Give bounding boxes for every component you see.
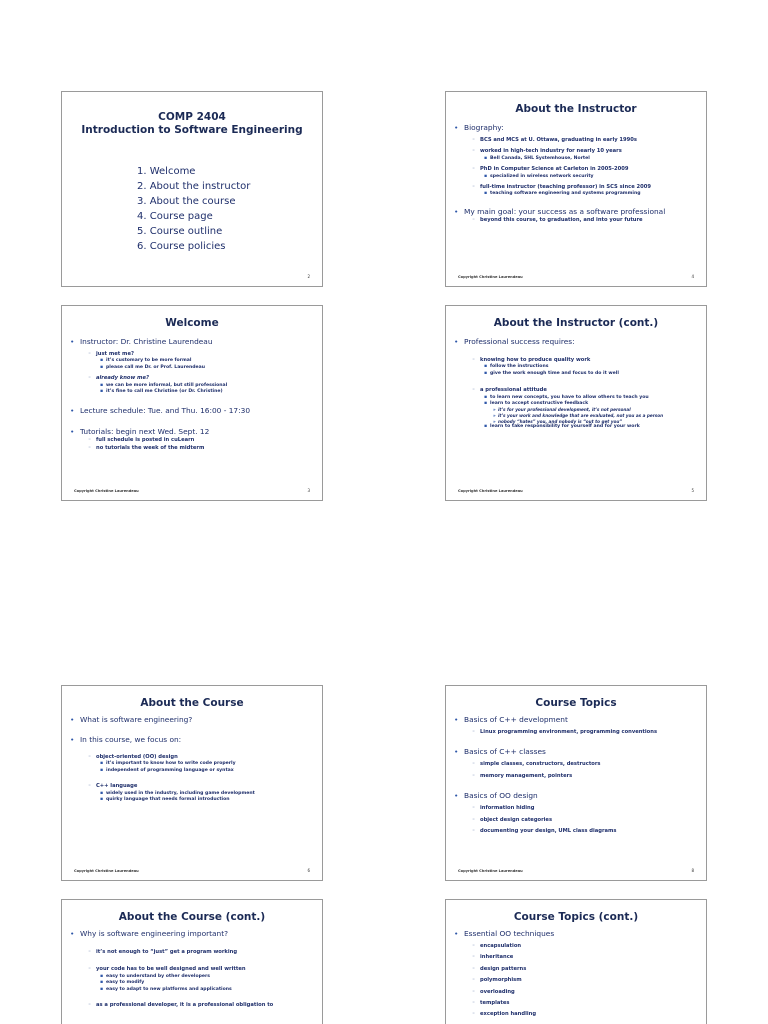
page-number: 4 <box>691 274 694 279</box>
sub-bullet: ◦ worked in high-tech industry for nearly 10 years <box>446 148 706 155</box>
sub-bullet: ◦ templates <box>446 1000 706 1007</box>
bullet: • In this course, we focus on: <box>62 735 322 745</box>
toc-item: 3. About the course <box>137 196 236 207</box>
toc-item: 4. Course page <box>137 211 213 222</box>
toc-item: 5. Course outline <box>137 226 223 237</box>
bullet: • Basics of OO design <box>446 791 706 801</box>
slide-5 <box>61 685 323 881</box>
sub-sub-bullet: ▪ easy to modify <box>62 980 322 986</box>
sub-sub-bullet: ▪ learn to accept constructive feedback <box>446 401 706 407</box>
sub-sub-bullet: ▪ it’s customary to be more formal <box>62 358 322 364</box>
sub-bullet: ◦ C++ language <box>62 783 322 790</box>
slide-title: About the Course <box>140 697 244 709</box>
bullet: • Tutorials: begin next Wed. Sept. 12 <box>62 427 322 437</box>
sub-bullet: ◦ full schedule is posted in cuLearn <box>62 437 322 444</box>
sub-bullet: ◦ no tutorials the week of the midterm <box>62 445 322 452</box>
slide-footer: Copyright Christine Laurendeau <box>74 489 139 493</box>
bullet: • What is software engineering? <box>62 715 322 725</box>
slide-2 <box>445 91 707 287</box>
slide-title: About the Course (cont.) <box>118 911 266 923</box>
sub-sub-bullet: ▪ follow the instructions <box>446 364 706 370</box>
sub-sub-bullet: ▪ teaching software engineering and systems programming <box>446 191 706 197</box>
slide-title: Course Topics <box>535 697 617 709</box>
slide-footer: Copyright Christine Laurendeau <box>458 869 523 873</box>
sub-bullet: ◦ your code has to be well designed and well written <box>62 966 322 973</box>
sub-bullet: ◦ beyond this course, to graduation, and into your future <box>446 217 706 224</box>
page-number: 6 <box>307 868 310 873</box>
sub-sub-bullet: ▪ independent of programming language or syntax <box>62 768 322 774</box>
slide-title: About the Instructor (cont.) <box>493 317 659 329</box>
sub-bullet: ◦ as a professional developer, it is a professional obligation to <box>62 1002 322 1009</box>
bullet: • Essential OO techniques <box>446 929 706 939</box>
slide-footer: Copyright Christine Laurendeau <box>458 275 523 279</box>
sub-bullet: ◦ information hiding <box>446 805 706 812</box>
detail-bullet: » it’s for your professional development, it’s not personal <box>446 407 706 413</box>
sub-bullet: ◦ already know me? <box>62 375 322 382</box>
sub-bullet: ◦ it’s not enough to “just” get a program working <box>62 949 322 956</box>
slide-title-course-name: Introduction to Software Engineering <box>81 124 303 136</box>
slide-6 <box>445 685 707 881</box>
sub-bullet: ◦ full-time instructor (teaching professor) in SCS since 2009 <box>446 184 706 191</box>
slide-8 <box>445 899 707 1024</box>
page-number: 2 <box>307 274 310 279</box>
page-number: 3 <box>307 488 310 493</box>
slide-footer: Copyright Christine Laurendeau <box>458 489 523 493</box>
sub-sub-bullet: ▪ easy to understand by other developers <box>62 974 322 980</box>
sub-bullet: ◦ object design categories <box>446 817 706 824</box>
slide-title: About the Instructor <box>515 103 637 115</box>
toc-item: 2. About the instructor <box>137 181 251 192</box>
sub-bullet: ◦ memory management, pointers <box>446 773 706 780</box>
sub-sub-bullet: ▪ learn to take responsibility for yourself and for your work <box>446 424 706 430</box>
table-of-contents <box>137 164 322 254</box>
slide-4 <box>445 305 707 501</box>
slide-1 <box>61 91 323 287</box>
sub-bullet: ◦ documenting your design, UML class diagrams <box>446 828 706 835</box>
sub-sub-bullet: ▪ easy to adapt to new platforms and applications <box>62 987 322 993</box>
sub-bullet: ◦ simple classes, constructors, destructors <box>446 761 706 768</box>
slide-title-course-code: COMP 2404 <box>158 111 226 123</box>
sub-bullet: ◦ BCS and MCS at U. Ottawa, graduating in early 1990s <box>446 137 706 144</box>
toc-item: 1. Welcome <box>137 166 196 177</box>
bullet: • Basics of C++ classes <box>446 747 706 757</box>
sub-sub-bullet: ▪ to learn new concepts, you have to allow others to teach you <box>446 395 706 401</box>
slide-3 <box>61 305 323 501</box>
sub-sub-bullet: ▪ quirky language that needs formal introduction <box>62 797 322 803</box>
sub-bullet: ◦ object-oriented (OO) design <box>62 754 322 761</box>
sub-sub-bullet: ▪ it’s important to know how to write code properly <box>62 761 322 767</box>
sub-sub-bullet: ▪ give the work enough time and focus to do it well <box>446 371 706 377</box>
slide-7 <box>61 899 323 1024</box>
detail-bullet: » nobody “hates” you, and nobody is “out to get you” <box>446 419 706 425</box>
sub-bullet: ◦ overloading <box>446 989 706 996</box>
bullet: • My main goal: your success as a software professional <box>446 207 706 217</box>
sub-bullet: ◦ Linux programming environment, programming conventions <box>446 729 706 736</box>
bullet: • Professional success requires: <box>446 337 706 347</box>
sub-bullet: ◦ design patterns <box>446 966 706 973</box>
sub-bullet: ◦ encapsulation <box>446 943 706 950</box>
bullet: • Biography: <box>446 123 706 133</box>
page-number: 5 <box>691 488 694 493</box>
slide-title: Welcome <box>165 317 219 329</box>
bullet: • Lecture schedule: Tue. and Thu. 16:00 - 17:30 <box>62 406 322 416</box>
sub-bullet: ◦ just met me? <box>62 351 322 358</box>
sub-sub-bullet: ▪ widely used in the industry, including game development <box>62 791 322 797</box>
sub-bullet: ◦ knowing how to produce quality work <box>446 357 706 364</box>
sub-sub-bullet: ▪ Bell Canada, SHL Systemhouse, Nortel <box>446 156 706 162</box>
slide-footer: Copyright Christine Laurendeau <box>74 869 139 873</box>
sub-sub-bullet: ▪ it’s fine to call me Christine (or Dr. Christine) <box>62 389 322 395</box>
sub-sub-bullet: ▪ we can be more informal, but still professional <box>62 383 322 389</box>
toc-item: 6. Course policies <box>137 241 226 252</box>
sub-bullet: ◦ inheritance <box>446 954 706 961</box>
page-number: 8 <box>691 868 694 873</box>
sub-sub-bullet: ▪ specialized in wireless network security <box>446 174 706 180</box>
slide-title: Course Topics (cont.) <box>513 911 639 923</box>
bullet: • Basics of C++ development <box>446 715 706 725</box>
bullet: • Why is software engineering important? <box>62 929 322 939</box>
bullet: • Instructor: Dr. Christine Laurendeau <box>62 337 322 347</box>
sub-bullet: ◦ exception handling <box>446 1011 706 1018</box>
sub-bullet: ◦ a professional attitude <box>446 387 706 394</box>
sub-bullet: ◦ polymorphism <box>446 977 706 984</box>
sub-sub-bullet: ▪ please call me Dr. or Prof. Laurendeau <box>62 365 322 371</box>
sub-bullet: ◦ PhD in Computer Science at Carleton in 2005-2009 <box>446 166 706 173</box>
detail-bullet: » it’s your work and knowledge that are evaluated, not you as a person <box>446 413 706 419</box>
